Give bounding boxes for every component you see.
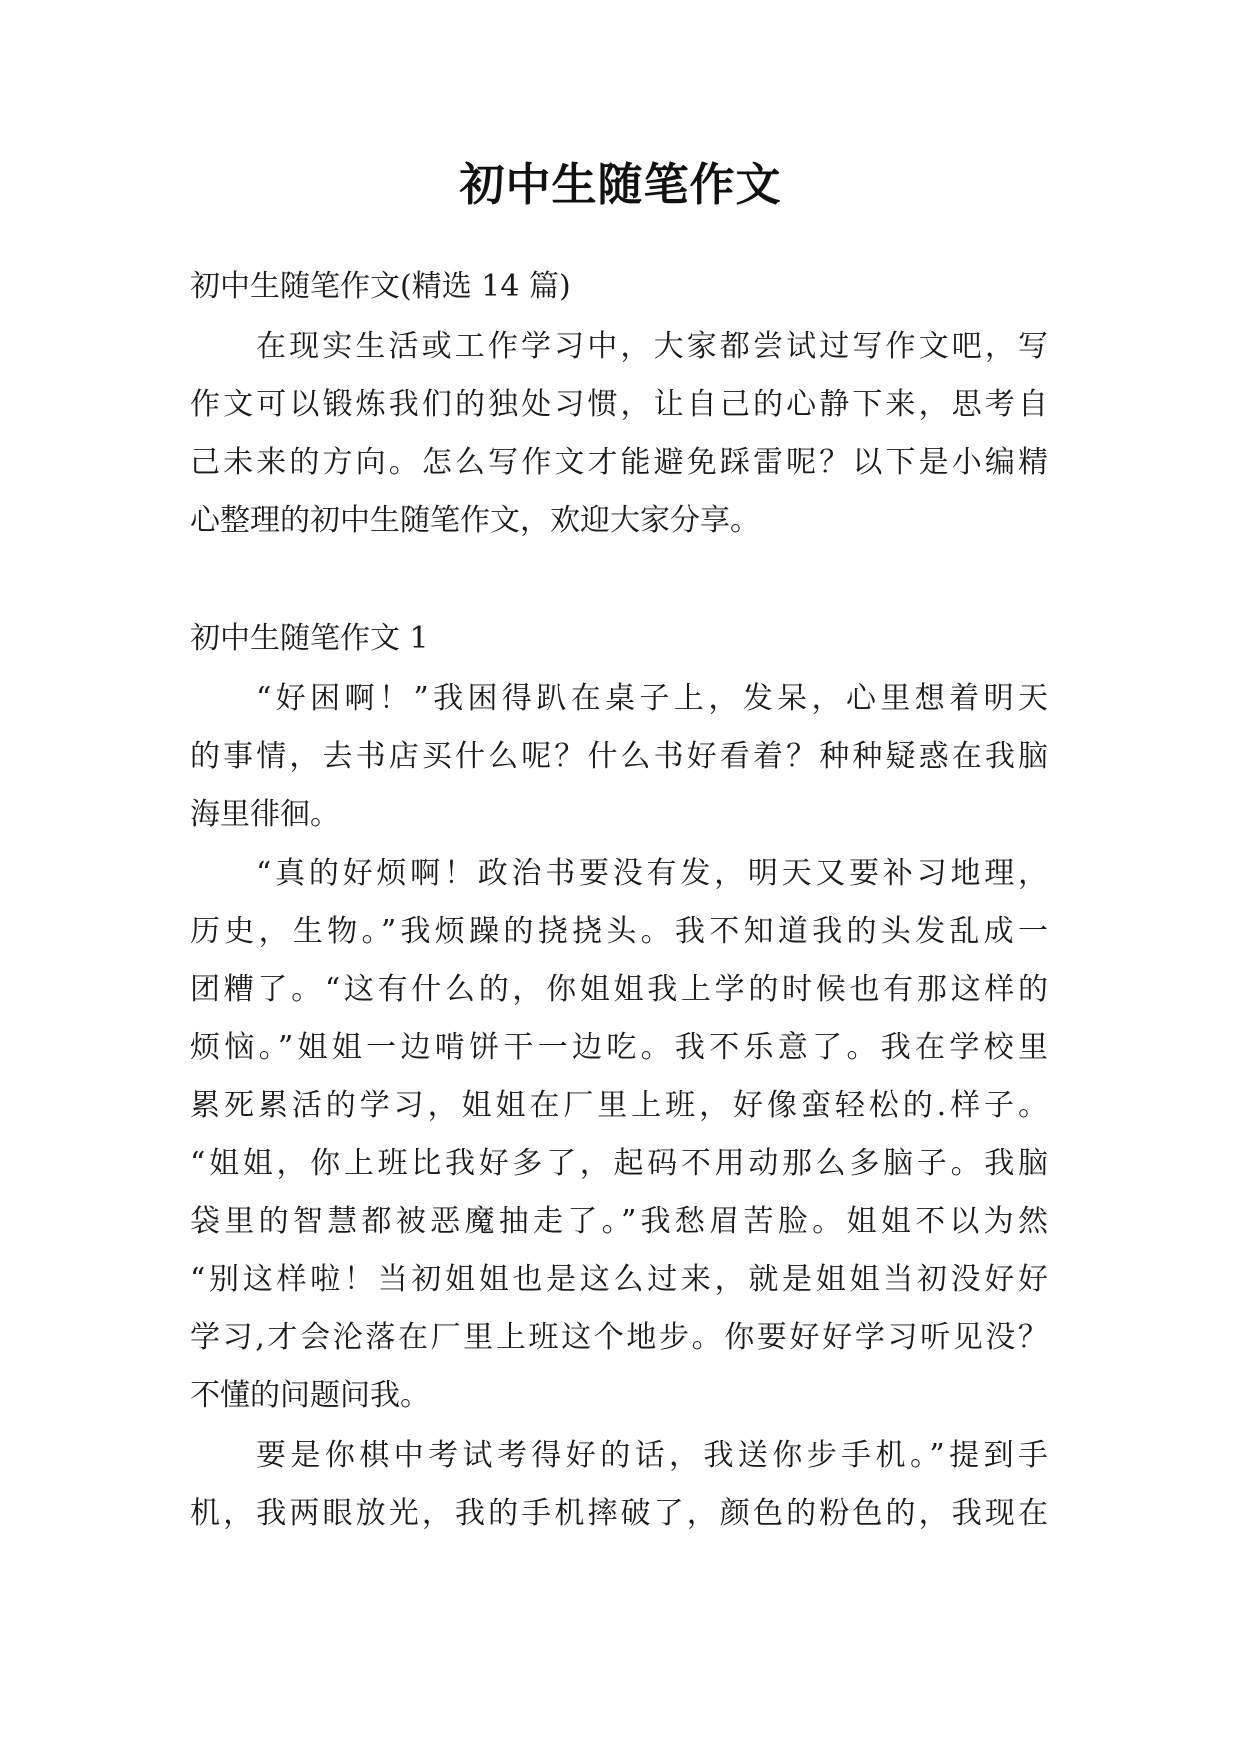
section-heading: 初中生随笔作文 1 bbox=[190, 621, 429, 656]
paragraph-line: 累死累活的学习，姐姐在厂里上班，好像蛮轻松的.样子。 bbox=[190, 1088, 1048, 1123]
document-title: 初中生随笔作文 bbox=[459, 158, 782, 211]
paragraph-line: “好困啊！”我困得趴在桌子上，发呆，心里想着明天 bbox=[256, 681, 1048, 716]
paragraph-line: 学习,才会沦落在厂里上班这个地步。你要好好学习听见没？ bbox=[190, 1320, 1048, 1355]
paragraph-line: 海里徘徊。 bbox=[190, 797, 340, 832]
paragraph-line: “真的好烦啊！政治书要没有发，明天又要补习地理， bbox=[256, 856, 1048, 891]
paragraph-line: 心整理的初中生随笔作文，欢迎大家分享。 bbox=[190, 503, 760, 538]
paragraph-line: “姐姐，你上班比我好多了，起码不用动那么多脑子。我脑 bbox=[190, 1146, 1048, 1181]
paragraph-line: 己未来的方向。怎么写作文才能避免踩雷呢？以下是小编精 bbox=[190, 445, 1048, 480]
paragraph-line: 机，我两眼放光，我的手机摔破了，颜色的粉色的，我现在 bbox=[190, 1496, 1048, 1531]
paragraph-line: “别这样啦！当初姐姐也是这么过来，就是姐姐当初没好好 bbox=[190, 1262, 1048, 1297]
paragraph-line: 的事情，去书店买什么呢？什么书好看着？种种疑惑在我脑 bbox=[190, 739, 1048, 774]
paragraph-line: 作文可以锻炼我们的独处习惯，让自己的心静下来，思考自 bbox=[190, 387, 1048, 422]
paragraph-line: 烦恼。”姐姐一边啃饼干一边吃。我不乐意了。我在学校里 bbox=[190, 1030, 1048, 1065]
paragraph-line: 在现实生活或工作学习中，大家都尝试过写作文吧，写 bbox=[256, 329, 1048, 364]
paragraph-line: 不懂的问题问我。 bbox=[190, 1378, 430, 1413]
subtitle-line: 初中生随笔作文(精选 14 篇) bbox=[190, 269, 571, 304]
paragraph-line: 历史，生物。”我烦躁的挠挠头。我不知道我的头发乱成一 bbox=[190, 914, 1048, 949]
paragraph-line: 团糟了。“这有什么的，你姐姐我上学的时候也有那这样的 bbox=[190, 972, 1048, 1007]
paragraph-line: 袋里的智慧都被恶魔抽走了。”我愁眉苦脸。姐姐不以为然 bbox=[190, 1204, 1048, 1239]
paragraph-line: 要是你棋中考试考得好的话，我送你步手机。”提到手 bbox=[256, 1438, 1048, 1473]
